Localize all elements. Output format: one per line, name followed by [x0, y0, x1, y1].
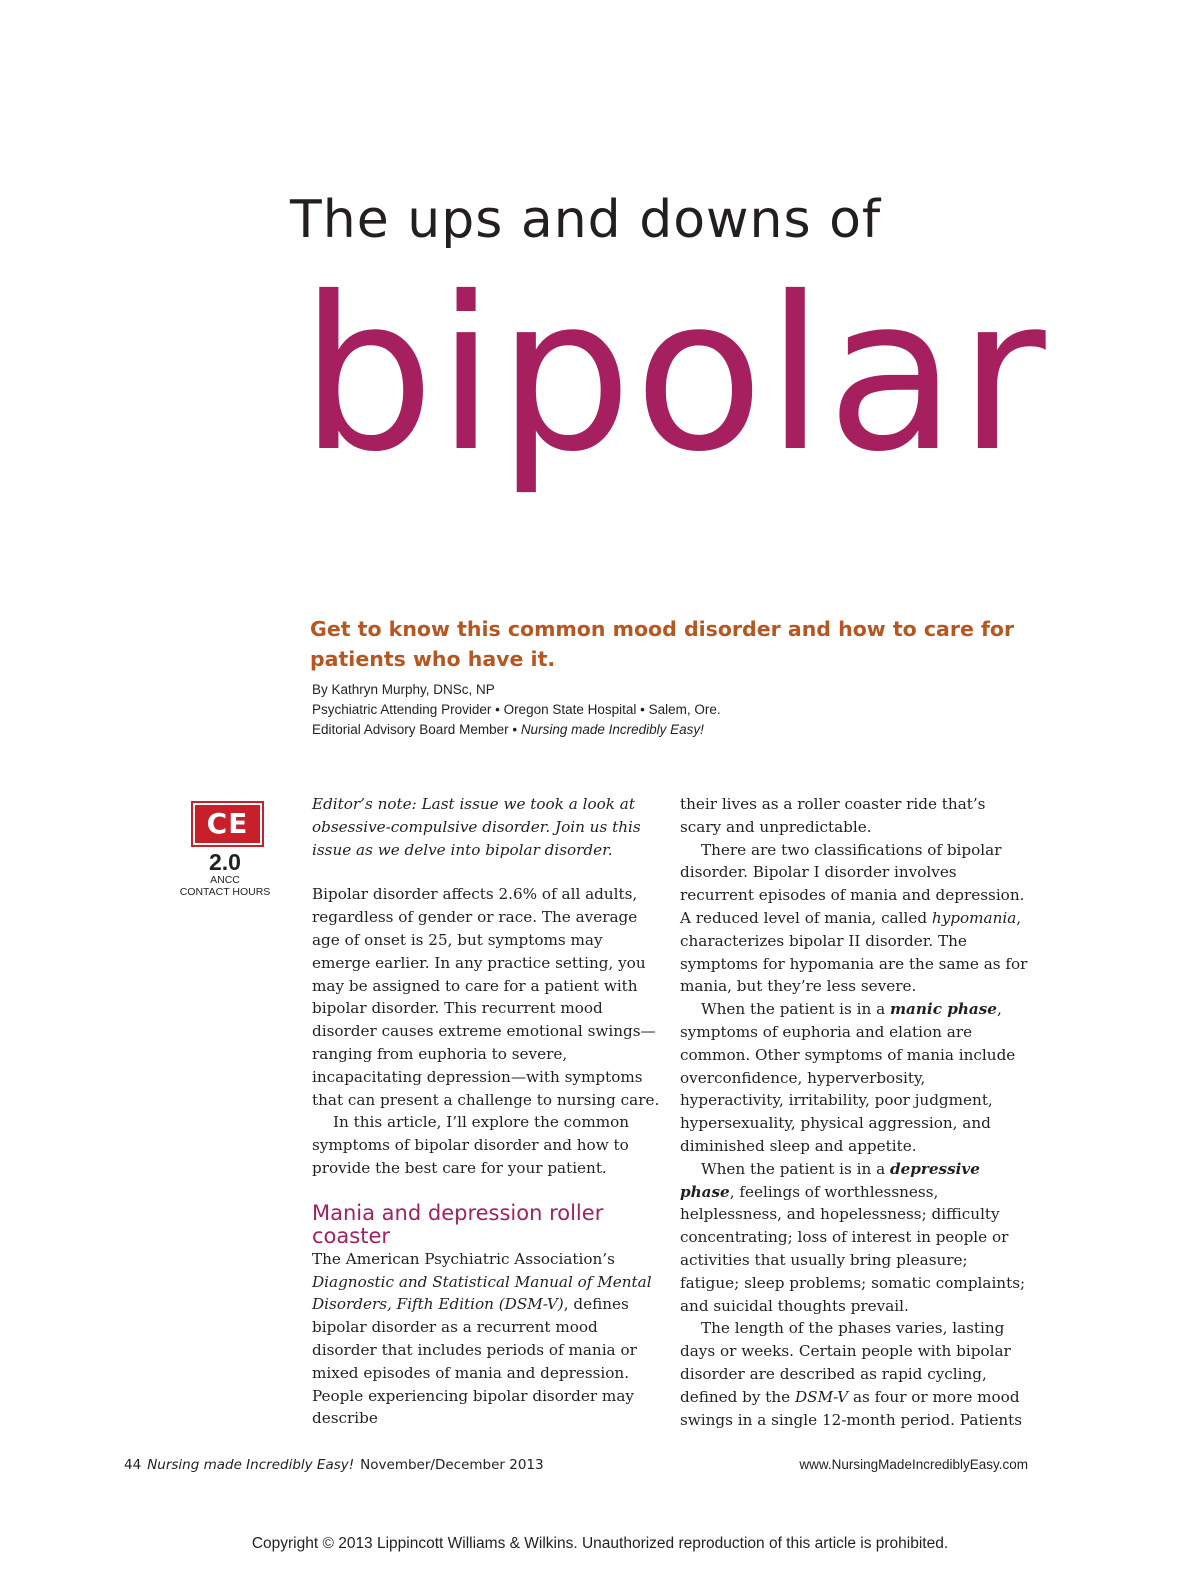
- col2-p4-start: When the patient is in a: [701, 1159, 890, 1178]
- byline-board-journal: Nursing made Incredibly Easy!: [520, 722, 704, 737]
- ce-badge: CE: [193, 803, 262, 845]
- footer-left: [124, 1457, 544, 1473]
- editor-note: Editor’s note: Last issue we took a look at obsessive-compulsive disorder. Join us this issue as we delve into bipolar disorder.: [312, 795, 641, 859]
- col1-p3-start: The American Psychiatric Association’s: [312, 1249, 615, 1268]
- col2-p3-end: , symptoms of euphoria and elation are common. Other symptoms of mania include overconfidence, hyperverbosity, hyperactivity, irritability, poor judgment, hypersexuality, physical aggression, and diminished sleep and appetite.: [680, 1000, 1016, 1155]
- col2-paragraph-5: [680, 1317, 1030, 1431]
- term-hypomania: hypomania: [931, 908, 1017, 927]
- col2-p5-start: The length of the phases varies, lasting days or weeks. Certain people with bipolar disorder are described as rapid cycling, defined by the: [680, 1319, 1011, 1406]
- col2-p5-end: as four or more mood swings in a single 12-month period. Patients: [680, 1387, 1023, 1429]
- col2-paragraph-1: their lives as a roller coaster ride that’s scary and unpredictable.: [680, 795, 986, 836]
- ce-hours-label2: CONTACT HOURS: [179, 886, 271, 898]
- byline-board-prefix: Editorial Advisory Board Member •: [312, 722, 521, 737]
- term-depressive-phase: depressive phase: [680, 1159, 980, 1201]
- col2-paragraph-3: [680, 998, 1030, 1158]
- byline-position: Psychiatric Attending Provider • Oregon State Hospital • Salem, Ore.: [312, 702, 721, 717]
- term-dsm-v: DSM-V: [795, 1387, 849, 1406]
- footer-issue: November/December 2013: [360, 1457, 544, 1473]
- term-manic-phase: manic phase: [889, 1000, 997, 1019]
- col1-paragraph-1: Bipolar disorder affects 2.6% of all adults, regardless of gender or race. The average age of onset is 25, but symptoms may emerge earlier. In any practice setting, you may be assigned to care for a patient with bipolar disorder. This recurrent mood disorder causes extreme emotional swings—ranging from euphoria to severe, incapacitating depression—with symptoms that can present a challenge to nursing care.: [312, 885, 660, 1109]
- dsm-title: Diagnostic and Statistical Manual of Mental Disorders, Fifth Edition (DSM-V): [312, 1272, 652, 1314]
- col2-p2-start: There are two classifications of bipolar disorder. Bipolar I disorder involves recurrent episodes of mania and depression. A reduced level of mania, called: [680, 840, 1025, 927]
- footer-url[interactable]: www.NursingMadeIncrediblyEasy.com: [799, 1457, 1028, 1472]
- col2-p3-start: When the patient is in a: [701, 1000, 890, 1019]
- ce-hours: [176, 850, 274, 898]
- copyright-notice: Copyright © 2013 Lippincott Williams & Wilkins. Unauthorized reproduction of this article is prohibited.: [251, 1535, 949, 1552]
- section-heading: Mania and depression roller coaster: [312, 1200, 604, 1248]
- col2-p2-end: , characterizes bipolar II disorder. The symptoms for hypomania are the same as for mania, but they’re less severe.: [680, 908, 1028, 996]
- footer-journal: Nursing made Incredibly Easy!: [147, 1457, 355, 1473]
- col1-p3-end: , defines bipolar disorder as a recurrent mood disorder that includes periods of mania or mixed episodes of mania and depression. People experiencing bipolar disorder may describe: [312, 1295, 637, 1428]
- col2-paragraph-2: [680, 839, 1030, 999]
- article-column-2: [680, 793, 1030, 1431]
- col1-paragraph-2: In this article, I’ll explore the common symptoms of bipolar disorder and how to provide the best care for your patient.: [312, 1113, 630, 1177]
- col2-p4-end: , feelings of worthlessness, helplessness, and hopelessness; difficulty concentrating; loss of interest in people or activities that usually bring pleasure; fatigue; sleep problems; somatic complaints; and suicidal thoughts prevail.: [680, 1182, 1026, 1315]
- page-number: 44: [124, 1457, 142, 1473]
- ce-hours-label1: ANCC: [210, 874, 240, 886]
- byline-author: By Kathryn Murphy, DNSc, NP: [312, 682, 495, 697]
- title-main: bipolar: [300, 251, 1048, 498]
- col1-paragraph-3: [312, 1248, 662, 1430]
- title-line1: The ups and downs of: [290, 190, 882, 250]
- article-column-1: [312, 793, 662, 1430]
- ce-hours-number: 2.0: [209, 849, 241, 875]
- byline-board: [312, 722, 704, 737]
- subtitle: Get to know this common mood disorder and how to care for patients who have it.: [310, 617, 1015, 671]
- col2-paragraph-4: [680, 1158, 1030, 1318]
